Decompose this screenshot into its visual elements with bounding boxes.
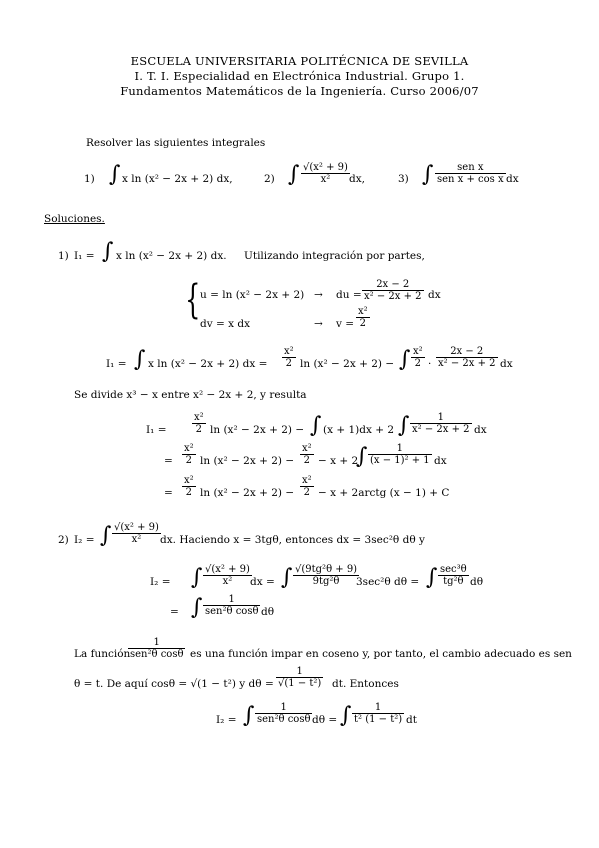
solution-2-number: 2) xyxy=(58,534,69,546)
final-fraction-2 xyxy=(352,702,404,725)
fraction-denominator: x² xyxy=(320,174,331,185)
result-1-fraction xyxy=(192,412,206,435)
integral-sign: ∫ xyxy=(102,239,114,264)
fraction-numerator: x² xyxy=(302,443,312,454)
integral-sign: ∫ xyxy=(134,347,146,372)
left-brace: { xyxy=(185,277,201,323)
fraction-denominator: 2 xyxy=(195,424,203,435)
fraction-denominator: 9tg²θ xyxy=(312,576,340,587)
result-3-fraction-2 xyxy=(300,475,314,498)
fraction-numerator: √(x² + 9) xyxy=(114,522,159,533)
fraction-denominator: 2 xyxy=(285,358,293,369)
integral-sign: ∫ xyxy=(288,162,300,187)
fraction-denominator: x² − 2x + 2 xyxy=(364,291,422,302)
function-remark-fraction xyxy=(128,637,185,660)
integral-sign: ∫ xyxy=(100,523,112,548)
solution-1-number: 1) xyxy=(58,250,69,262)
result-3-eq: = xyxy=(164,487,173,499)
function-remark-start: La función xyxy=(74,648,131,660)
problem-3-number: 3) xyxy=(398,173,409,185)
parts-v-lhs: v = xyxy=(336,318,355,330)
change-variable-end: dt. Entonces xyxy=(332,678,399,690)
fraction-numerator: x² xyxy=(184,443,194,454)
s2-result-2-fraction xyxy=(203,594,260,617)
integral-sign: ∫ xyxy=(109,162,121,187)
arrow-icon: → xyxy=(314,318,323,330)
fraction-numerator: x² xyxy=(184,475,194,486)
solution-1-method: Utilizando integración por partes, xyxy=(244,250,425,262)
fraction-denominator: sen²θ cosθ xyxy=(205,606,259,617)
parts-du-tail: dx xyxy=(428,289,441,301)
solution-1-lhs: I₁ = xyxy=(74,250,95,262)
s2-result-1-fraction xyxy=(203,564,252,587)
final-fraction xyxy=(255,702,312,725)
result-3-log: ln (x² − 2x + 2) − xyxy=(200,487,295,499)
change-variable-text: θ = t. De aquí cosθ = √(1 − t²) y dθ = xyxy=(74,678,274,690)
eq-integrand: x ln (x² − 2x + 2) dx = xyxy=(148,358,268,370)
fraction-numerator: x² xyxy=(358,306,368,317)
integral-sign: ∫ xyxy=(191,565,203,590)
result-2-log: ln (x² − 2x + 2) − xyxy=(200,455,295,467)
parts-dv: dv = x dx xyxy=(200,318,251,330)
function-remark-end: es una función impar en coseno y, por tanto, el cambio adecuado es sen xyxy=(190,648,572,660)
integral-sign: ∫ xyxy=(281,565,293,590)
integral-sign: ∫ xyxy=(191,595,203,620)
solution-2-lhs: I₂ = xyxy=(74,534,95,546)
integral-sign: ∫ xyxy=(399,347,411,372)
fraction-denominator: 2 xyxy=(185,487,193,498)
fraction-denominator: 2 xyxy=(185,455,193,466)
result-1-log: ln (x² − 2x + 2) − xyxy=(210,424,305,436)
integral-sign: ∫ xyxy=(356,444,368,469)
integral-sign: ∫ xyxy=(310,413,322,438)
fraction-numerator: 1 xyxy=(396,443,404,454)
s2-result-1-fraction-2 xyxy=(293,564,359,587)
fraction-denominator: 2 xyxy=(414,358,422,369)
eq-fraction-1 xyxy=(282,346,296,369)
fraction-numerator: sen x xyxy=(457,162,484,173)
header-institution: ESCUELA UNIVERSITARIA POLITÉCNICA DE SEVILLA xyxy=(130,54,469,68)
solution-2-substitution: dx. Haciendo x = 3tgθ, entonces dx = 3sec²θ dθ y xyxy=(160,534,425,546)
problem-3-fraction xyxy=(435,162,506,185)
s2-result-1-dx: dx = xyxy=(250,576,275,588)
integral-sign: ∫ xyxy=(426,565,438,590)
fraction-numerator: 1 xyxy=(153,637,160,648)
change-variable-fraction xyxy=(276,666,323,689)
result-2-fraction-3 xyxy=(368,443,432,466)
s2-result-1-lhs: I₂ = xyxy=(150,576,171,588)
exercise-prompt: Resolver las siguientes integrales xyxy=(86,137,266,149)
fraction-denominator: x² − 2x + 2 xyxy=(412,424,470,435)
fraction-numerator: x² xyxy=(194,412,204,423)
s2-result-1-middle: 3sec²θ dθ = xyxy=(356,576,420,588)
fraction-numerator: 1 xyxy=(228,594,235,605)
fraction-denominator: √(1 − t²) xyxy=(278,678,322,689)
eq-dot: · xyxy=(428,358,432,370)
header-course: Fundamentos Matemáticos de la Ingeniería. Curso 2006/07 xyxy=(120,84,479,98)
fraction-numerator: 1 xyxy=(296,666,303,677)
final-middle: dθ = xyxy=(312,714,338,726)
fraction-numerator: 2x − 2 xyxy=(450,346,484,357)
integral-sign: ∫ xyxy=(340,703,352,728)
integral-sign: ∫ xyxy=(243,703,255,728)
fraction-denominator: 2 xyxy=(303,487,311,498)
final-tail: dt xyxy=(406,714,417,726)
parts-v-fraction xyxy=(356,306,370,329)
fraction-numerator: sec³θ xyxy=(440,564,467,575)
result-2-eq: = xyxy=(164,455,173,467)
eq-fraction-2 xyxy=(411,346,425,369)
result-1-fraction-2 xyxy=(410,412,472,435)
result-1-poly: (x + 1)dx + 2 xyxy=(323,424,395,436)
solution-1-integrand: x ln (x² − 2x + 2) dx. xyxy=(116,250,227,262)
fraction-numerator: x² xyxy=(413,346,423,357)
result-2-middle: − x + 2 xyxy=(318,455,359,467)
fraction-denominator: x² xyxy=(222,576,233,587)
result-2-fraction-2 xyxy=(300,443,314,466)
problem-2-fraction xyxy=(301,162,350,185)
final-lhs: I₂ = xyxy=(216,714,237,726)
s2-result-1-tail: dθ xyxy=(470,576,484,588)
fraction-numerator: x² xyxy=(302,475,312,486)
division-note: Se divide x³ − x entre x² − 2x + 2, y resulta xyxy=(74,389,307,401)
solution-2-fraction xyxy=(112,522,161,545)
result-2-fraction xyxy=(182,443,196,466)
fraction-numerator: √(9tg²θ + 9) xyxy=(295,564,358,575)
fraction-denominator: sen²θ cosθ xyxy=(130,649,184,660)
parts-du-fraction xyxy=(362,279,424,302)
eq-middle: ln (x² − 2x + 2) − xyxy=(300,358,395,370)
integral-sign: ∫ xyxy=(398,413,410,438)
fraction-denominator: 2 xyxy=(303,455,311,466)
eq-fraction-3 xyxy=(436,346,498,369)
fraction-denominator: 2 xyxy=(359,318,367,329)
fraction-denominator: sen²θ cosθ xyxy=(257,714,311,725)
fraction-numerator: 1 xyxy=(280,702,287,713)
parts-du-lhs: du = xyxy=(336,289,362,301)
fraction-denominator: t² (1 − t²) xyxy=(354,714,403,725)
result-3-arctan: − x + 2arctg (x − 1) + C xyxy=(318,487,450,499)
parts-u: u = ln (x² − 2x + 2) xyxy=(200,289,305,301)
result-1-tail: dx xyxy=(474,424,487,436)
header-program: I. T. I. Especialidad en Electrónica Industrial. Grupo 1. xyxy=(134,69,465,83)
problem-1-expression: x ln (x² − 2x + 2) dx, xyxy=(122,173,233,185)
integral-sign: ∫ xyxy=(422,162,434,187)
fraction-denominator: sen x + cos x xyxy=(437,174,504,185)
fraction-denominator: x² xyxy=(131,534,142,545)
problem-2-number: 2) xyxy=(264,173,275,185)
fraction-denominator: (x − 1)² + 1 xyxy=(370,455,430,466)
s2-result-2-tail: dθ xyxy=(261,606,275,618)
fraction-numerator: x² xyxy=(284,346,294,357)
result-3-fraction xyxy=(182,475,196,498)
fraction-numerator: 1 xyxy=(374,702,382,713)
eq-tail: dx xyxy=(500,358,513,370)
problem-2-tail: dx, xyxy=(349,173,365,185)
solutions-heading: Soluciones. xyxy=(44,213,105,225)
fraction-numerator: 2x − 2 xyxy=(376,279,410,290)
result-1-lhs: I₁ = xyxy=(146,424,167,436)
result-2-tail: dx xyxy=(434,455,447,467)
fraction-numerator: 1 xyxy=(437,412,444,423)
fraction-numerator: √(x² + 9) xyxy=(205,564,250,575)
fraction-denominator: tg²θ xyxy=(443,576,464,587)
eq-lhs: I₁ = xyxy=(106,358,127,370)
s2-result-1-fraction-3 xyxy=(438,564,469,587)
problem-1-number: 1) xyxy=(84,173,95,185)
arrow-icon: → xyxy=(314,289,323,301)
fraction-denominator: x² − 2x + 2 xyxy=(438,358,496,369)
problem-3-tail: dx xyxy=(506,173,519,185)
fraction-numerator: √(x² + 9) xyxy=(303,162,348,173)
s2-result-2-eq: = xyxy=(170,606,179,618)
